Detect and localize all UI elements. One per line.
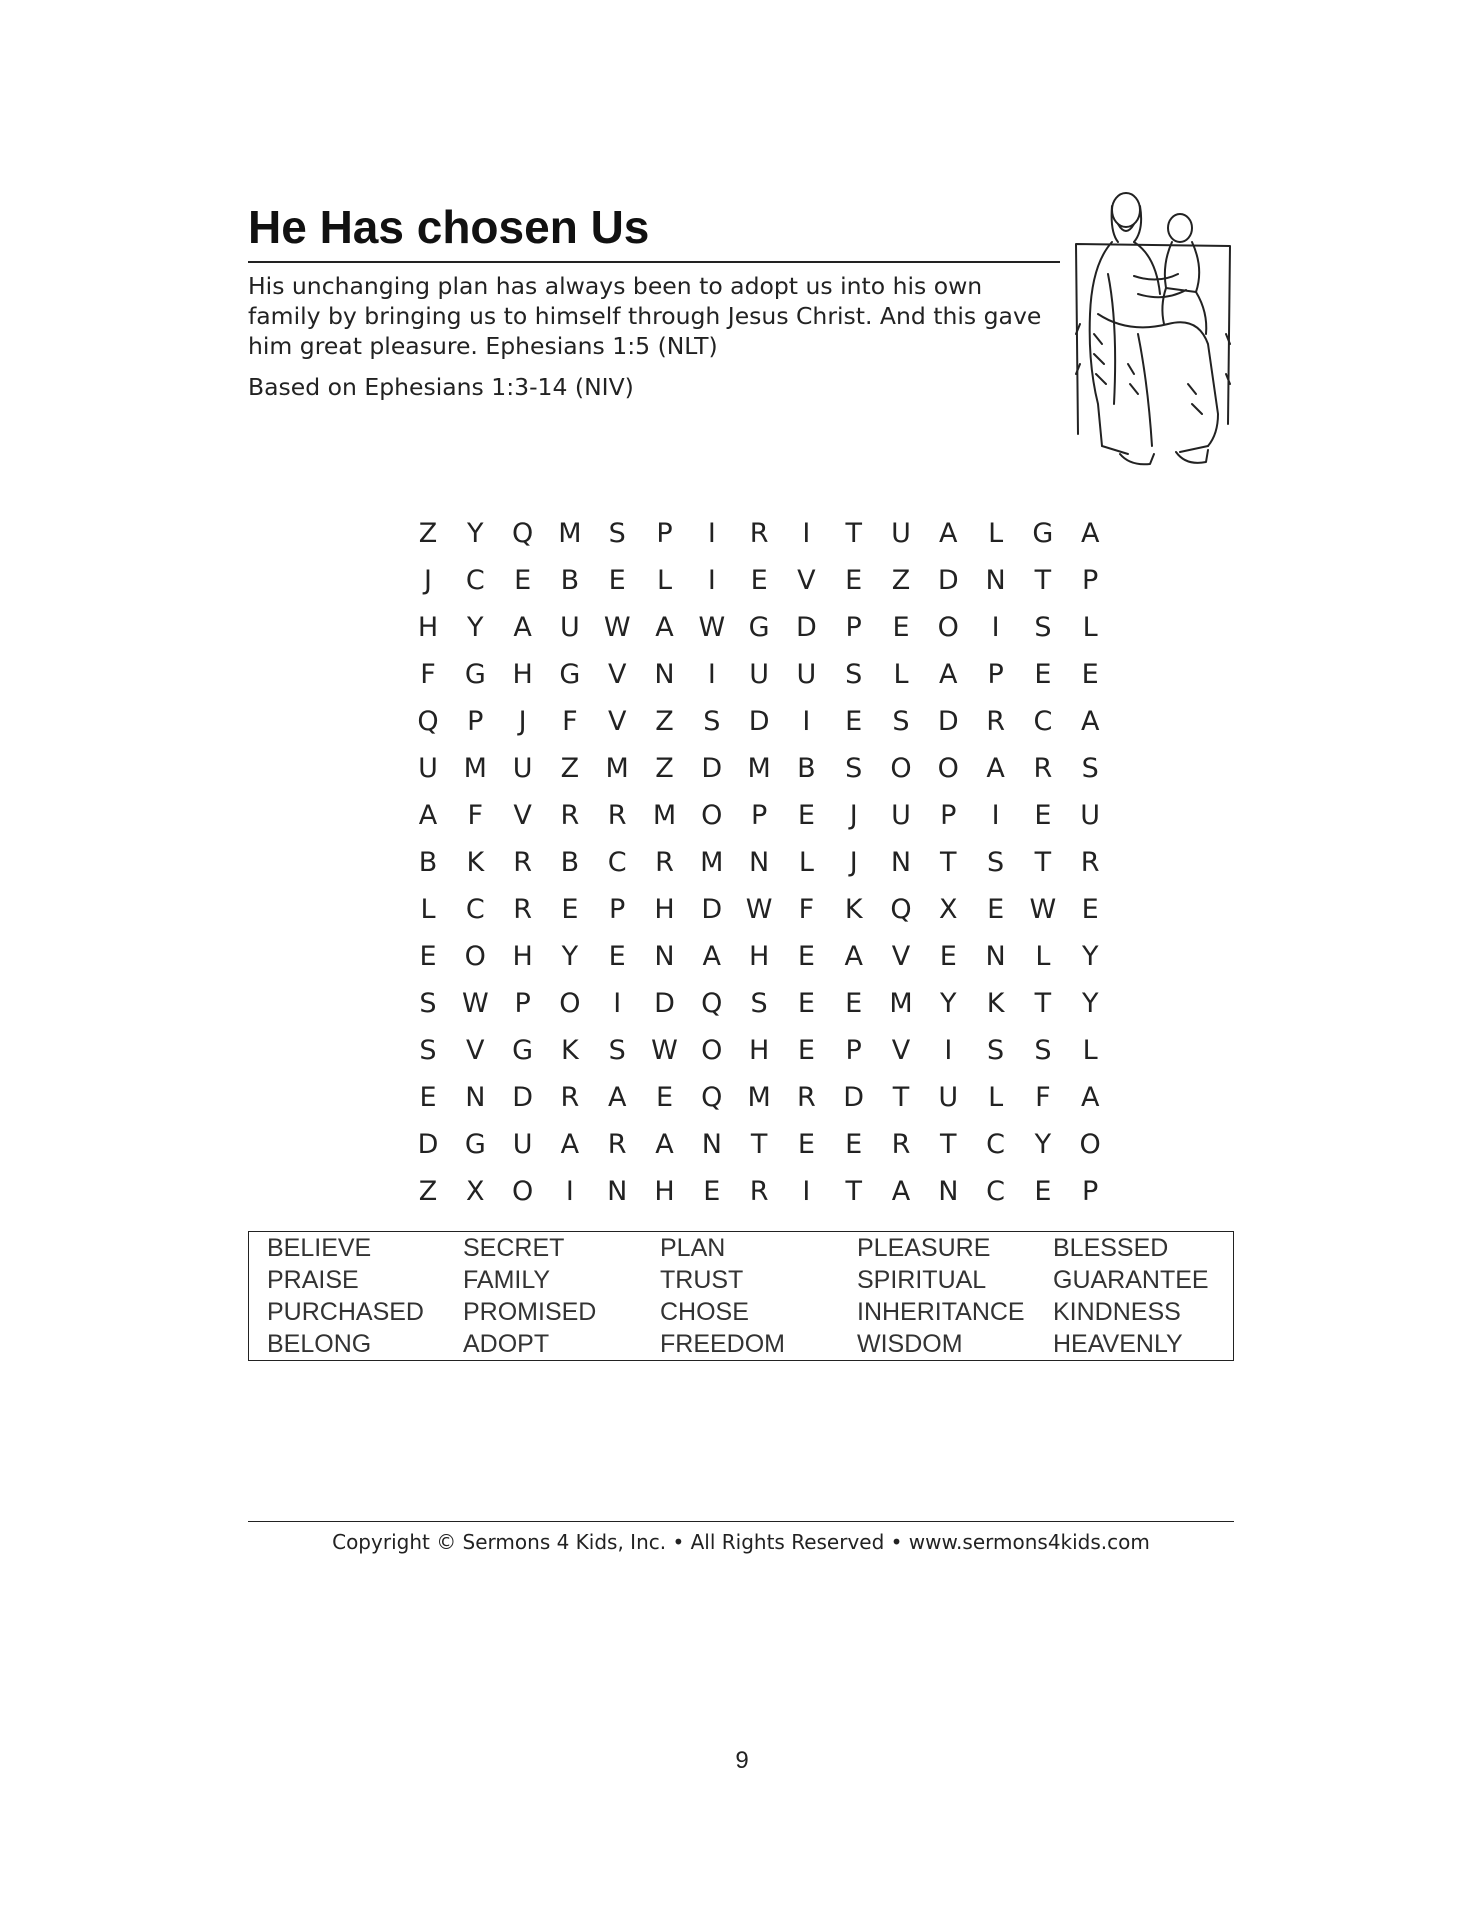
grid-letter: S xyxy=(608,518,626,549)
grid-letter: R xyxy=(513,847,532,878)
grid-letter: U xyxy=(891,518,911,549)
worksheet-title: He Has chosen Us xyxy=(248,201,650,253)
page-number: 9 xyxy=(735,1747,749,1774)
grid-row xyxy=(405,980,1099,1027)
grid-letter: E xyxy=(845,706,863,737)
grid-letter: L xyxy=(656,565,673,596)
word-bank-item: BELONG xyxy=(267,1330,372,1358)
grid-letter: A xyxy=(891,1176,911,1207)
grid-letter: N xyxy=(654,659,675,690)
grid-letter: U xyxy=(512,1129,533,1160)
grid-letter: G xyxy=(464,659,486,690)
word-bank-item: FAMILY xyxy=(463,1266,551,1294)
grid-letter: U xyxy=(938,1082,959,1113)
grid-letter: C xyxy=(607,847,627,878)
grid-letter: E xyxy=(1034,659,1052,690)
grid-letter: P xyxy=(845,612,862,643)
grid-letter: S xyxy=(845,659,863,690)
grid-letter: U xyxy=(512,753,533,784)
grid-letter: R xyxy=(1033,753,1053,784)
grid-letter: I xyxy=(707,518,716,549)
word-bank-item: CHOSE xyxy=(660,1298,749,1326)
grid-letter: T xyxy=(845,518,862,549)
grid-letter: E xyxy=(1034,1176,1052,1207)
grid-row xyxy=(405,1121,1101,1168)
grid-letter: Q xyxy=(701,1082,723,1113)
grid-letter: I xyxy=(802,1176,811,1207)
grid-letter: P xyxy=(656,518,673,549)
grid-letter: E xyxy=(892,612,910,643)
grid-letter: O xyxy=(890,753,912,784)
grid-letter: G xyxy=(512,1035,534,1066)
word-bank-item: SPIRITUAL xyxy=(857,1266,987,1294)
grid-letter: A xyxy=(607,1082,627,1113)
grid-letter: D xyxy=(748,706,770,737)
grid-letter: S xyxy=(987,847,1005,878)
grid-letter: S xyxy=(892,706,910,737)
word-bank xyxy=(248,1231,1234,1361)
grid-letter: R xyxy=(513,894,532,925)
grid-letter: D xyxy=(654,988,675,1019)
grid-letter: H xyxy=(748,1035,770,1066)
grid-letter: R xyxy=(797,1082,816,1113)
word-bank-item: INHERITANCE xyxy=(857,1298,1025,1326)
grid-letter: S xyxy=(703,706,721,737)
grid-letter: S xyxy=(419,988,437,1019)
grid-row xyxy=(405,651,1099,698)
grid-letter: W xyxy=(461,988,489,1019)
grid-letter: I xyxy=(991,800,1000,831)
grid-letter: S xyxy=(987,1035,1005,1066)
grid-row xyxy=(405,886,1099,933)
word-bank-item: BELIEVE xyxy=(267,1234,372,1262)
grid-letter: B xyxy=(560,847,580,878)
grid-letter: K xyxy=(466,847,485,878)
grid-letter: N xyxy=(938,1176,959,1207)
grid-letter: E xyxy=(655,1082,674,1113)
grid-letter: E xyxy=(608,941,626,972)
grid-letter: G xyxy=(1032,518,1054,549)
grid-letter: E xyxy=(419,1082,437,1113)
word-bank-item: KINDNESS xyxy=(1053,1298,1181,1326)
grid-letter: V xyxy=(607,659,627,690)
grid-letter: D xyxy=(512,1082,533,1113)
word-bank-item: PRAISE xyxy=(267,1266,359,1294)
grid-letter: H xyxy=(512,659,533,690)
grid-letter: O xyxy=(559,988,581,1019)
grid-letter: U xyxy=(1080,800,1101,831)
grid-letter: G xyxy=(464,1129,486,1160)
grid-letter: J xyxy=(424,565,432,596)
grid-letter: N xyxy=(607,1176,628,1207)
grid-letter: C xyxy=(1033,706,1053,737)
grid-letter: N xyxy=(748,847,770,878)
grid-letter: I xyxy=(707,659,716,690)
grid-letter: F xyxy=(562,706,578,737)
grid-letter: Y xyxy=(940,988,957,1019)
grid-row xyxy=(405,1074,1100,1121)
word-bank-item: BLESSED xyxy=(1053,1234,1169,1262)
grid-letter: P xyxy=(845,1035,862,1066)
grid-letter: P xyxy=(609,894,626,925)
grid-letter: E xyxy=(419,941,437,972)
grid-letter: W xyxy=(698,612,726,643)
grid-letter: A xyxy=(1080,706,1100,737)
grid-letter: A xyxy=(1080,1082,1100,1113)
grid-letter: Z xyxy=(891,565,911,596)
grid-letter: F xyxy=(420,659,436,690)
grid-letter: O xyxy=(464,941,486,972)
grid-letter: E xyxy=(797,941,815,972)
grid-letter: A xyxy=(560,1129,580,1160)
grid-row xyxy=(405,933,1099,980)
grid-letter: E xyxy=(561,894,579,925)
grid-letter: I xyxy=(802,706,811,737)
grid-letter: X xyxy=(939,894,958,925)
grid-letter: Z xyxy=(655,753,674,784)
grid-letter: T xyxy=(892,1082,910,1113)
grid-letter: R xyxy=(655,847,674,878)
grid-letter: Y xyxy=(1081,941,1099,972)
grid-letter: R xyxy=(891,1129,911,1160)
grid-letter: M xyxy=(747,1082,771,1113)
grid-letter: P xyxy=(1082,565,1099,596)
grid-letter: S xyxy=(1081,753,1099,784)
word-bank-item: WISDOM xyxy=(857,1330,963,1358)
grid-letter: C xyxy=(986,1129,1006,1160)
grid-letter: O xyxy=(701,800,723,831)
grid-letter: S xyxy=(608,1035,626,1066)
footer-divider xyxy=(248,1521,1234,1522)
grid-letter: E xyxy=(797,988,815,1019)
title-divider xyxy=(248,261,1060,263)
scripture-reference: Based on Ephesians 1:3-14 (NIV) xyxy=(248,373,634,401)
grid-letter: X xyxy=(466,1176,485,1207)
grid-letter: T xyxy=(940,1129,957,1160)
grid-letter: P xyxy=(940,800,957,831)
grid-letter: Q xyxy=(890,894,912,925)
grid-letter: I xyxy=(944,1035,953,1066)
grid-row xyxy=(405,604,1098,651)
grid-letter: W xyxy=(1029,894,1057,925)
grid-row xyxy=(405,1027,1098,1074)
grid-letter: T xyxy=(1034,847,1052,878)
grid-letter: T xyxy=(845,1176,862,1207)
word-bank-item: SECRET xyxy=(463,1234,565,1262)
grid-letter: D xyxy=(701,894,723,925)
grid-letter: R xyxy=(749,1176,769,1207)
word-bank-item: PROMISED xyxy=(463,1298,597,1326)
grid-letter: S xyxy=(750,988,768,1019)
grid-letter: V xyxy=(466,1035,485,1066)
grid-letter: D xyxy=(843,1082,865,1113)
grid-letter: P xyxy=(987,659,1004,690)
grid-letter: E xyxy=(939,941,957,972)
grid-letter: S xyxy=(419,1035,437,1066)
grid-letter: K xyxy=(561,1035,579,1066)
grid-letter: N xyxy=(654,941,675,972)
grid-letter: V xyxy=(891,941,911,972)
grid-letter: R xyxy=(560,1082,580,1113)
grid-letter: F xyxy=(467,800,484,831)
grid-letter: C xyxy=(465,894,485,925)
grid-letter: M xyxy=(605,753,629,784)
grid-letter: U xyxy=(796,659,817,690)
grid-letter: D xyxy=(937,565,959,596)
grid-row xyxy=(405,745,1099,792)
grid-row xyxy=(405,510,1100,557)
grid-letter: N xyxy=(985,941,1006,972)
grid-letter: U xyxy=(418,753,438,784)
grid-letter: W xyxy=(745,894,773,925)
grid-letter: Y xyxy=(467,518,484,549)
grid-letter: M xyxy=(463,753,487,784)
grid-letter: P xyxy=(514,988,531,1019)
grid-letter: V xyxy=(513,800,532,831)
grid-letter: L xyxy=(893,659,909,690)
grid-letter: S xyxy=(845,753,863,784)
grid-letter: G xyxy=(559,659,581,690)
grid-letter: R xyxy=(607,800,627,831)
grid-letter: A xyxy=(986,753,1005,784)
grid-letter: E xyxy=(797,800,815,831)
grid-letter: W xyxy=(603,612,631,643)
grid-letter: L xyxy=(798,847,814,878)
grid-letter: J xyxy=(518,706,527,737)
grid-row xyxy=(405,792,1101,839)
grid-letter: H xyxy=(748,941,770,972)
grid-letter: N xyxy=(985,565,1006,596)
grid-letter: I xyxy=(613,988,622,1019)
grid-letter: V xyxy=(797,565,816,596)
grid-letter: E xyxy=(703,1176,721,1207)
grid-letter: O xyxy=(937,612,959,643)
grid-letter: D xyxy=(701,753,723,784)
grid-row xyxy=(405,839,1100,886)
grid-letter: T xyxy=(1034,988,1052,1019)
grid-letter: D xyxy=(417,1129,439,1160)
grid-letter: N xyxy=(465,1082,486,1113)
grid-letter: M xyxy=(700,847,724,878)
word-search-grid xyxy=(405,510,1101,1215)
grid-letter: B xyxy=(560,565,580,596)
word-bank-item: ADOPT xyxy=(463,1330,550,1358)
grid-letter: K xyxy=(844,894,863,925)
grid-letter: H xyxy=(512,941,533,972)
word-bank-item: PLAN xyxy=(660,1234,726,1262)
grid-letter: Y xyxy=(561,941,579,972)
grid-row xyxy=(405,557,1099,604)
grid-letter: A xyxy=(655,1129,674,1160)
grid-letter: L xyxy=(420,894,436,925)
grid-letter: T xyxy=(750,1129,768,1160)
grid-letter: D xyxy=(937,706,959,737)
grid-letter: E xyxy=(845,988,863,1019)
grid-letter: R xyxy=(986,706,1005,737)
jesus-holding-child-illustration-icon xyxy=(1068,184,1238,476)
grid-letter: E xyxy=(750,565,768,596)
grid-letter: Q xyxy=(417,706,439,737)
grid-letter: P xyxy=(750,800,768,831)
grid-letter: E xyxy=(1034,800,1052,831)
grid-letter: Y xyxy=(467,612,484,643)
grid-letter: A xyxy=(939,518,958,549)
grid-letter: P xyxy=(1082,1176,1099,1207)
scripture-verse: His unchanging plan has always been to adopt us into his own family by bringing us to himself through Jesus Christ. And this gave him great pleasure. Ephesians 1:5 (NLT) xyxy=(248,272,1042,360)
grid-letter: E xyxy=(1081,894,1099,925)
grid-letter: F xyxy=(798,894,815,925)
grid-letter: H xyxy=(417,612,439,643)
grid-letter: H xyxy=(654,894,675,925)
grid-letter: M xyxy=(889,988,913,1019)
grid-letter: Q xyxy=(511,518,534,549)
copyright-notice: Copyright © Sermons 4 Kids, Inc. • All Rights Reserved • www.sermons4kids.com xyxy=(332,1530,1150,1554)
grid-letter: K xyxy=(986,988,1005,1019)
grid-letter: W xyxy=(651,1035,678,1066)
grid-letter: Z xyxy=(655,706,674,737)
grid-letter: E xyxy=(845,1129,863,1160)
grid-letter: E xyxy=(608,565,626,596)
grid-letter: A xyxy=(844,941,863,972)
grid-letter: Q xyxy=(701,988,723,1019)
grid-letter: J xyxy=(849,800,858,831)
grid-letter: Z xyxy=(560,753,580,784)
grid-letter: I xyxy=(565,1176,574,1207)
grid-letter: V xyxy=(891,1035,911,1066)
grid-letter: L xyxy=(1035,941,1051,972)
grid-letter: S xyxy=(1034,1035,1052,1066)
grid-letter: A xyxy=(655,612,674,643)
grid-letter: E xyxy=(845,565,863,596)
grid-letter: E xyxy=(514,565,532,596)
grid-letter: N xyxy=(890,847,912,878)
grid-letter: Z xyxy=(418,518,438,549)
grid-letter: M xyxy=(747,753,771,784)
grid-letter: J xyxy=(849,847,858,878)
grid-letter: O xyxy=(511,1176,534,1207)
grid-letter: A xyxy=(939,659,958,690)
grid-letter: E xyxy=(797,1129,815,1160)
grid-letter: H xyxy=(654,1176,675,1207)
grid-letter: F xyxy=(1035,1082,1051,1113)
word-bank-item: FREEDOM xyxy=(660,1330,785,1358)
grid-letter: R xyxy=(749,518,769,549)
grid-letter: A xyxy=(418,800,438,831)
grid-letter: A xyxy=(1080,518,1100,549)
word-bank-item: PLEASURE xyxy=(857,1234,991,1262)
grid-letter: D xyxy=(795,612,817,643)
grid-letter: V xyxy=(607,706,627,737)
grid-letter: U xyxy=(560,612,580,643)
grid-letter: Y xyxy=(1081,988,1099,1019)
grid-letter: E xyxy=(987,894,1005,925)
grid-letter: I xyxy=(707,565,716,596)
grid-letter: O xyxy=(937,753,959,784)
word-bank-item: PURCHASED xyxy=(267,1298,424,1326)
grid-letter: N xyxy=(701,1129,722,1160)
grid-letter: A xyxy=(702,941,722,972)
grid-letter: M xyxy=(652,800,677,831)
grid-letter: I xyxy=(991,612,1000,643)
grid-letter: R xyxy=(560,800,580,831)
grid-letter: T xyxy=(1034,565,1052,596)
grid-letter: O xyxy=(701,1035,723,1066)
grid-row xyxy=(405,1168,1099,1215)
grid-letter: T xyxy=(940,847,957,878)
grid-letter: U xyxy=(891,800,911,831)
grid-letter: C xyxy=(986,1176,1006,1207)
grid-letter: G xyxy=(748,612,770,643)
grid-letter: S xyxy=(1034,612,1052,643)
word-bank-item: HEAVENLY xyxy=(1053,1330,1183,1358)
grid-letter: B xyxy=(418,847,438,878)
grid-letter: A xyxy=(513,612,532,643)
grid-letter: L xyxy=(1082,612,1098,643)
word-bank-item: GUARANTEE xyxy=(1053,1266,1209,1294)
grid-letter: L xyxy=(1082,1035,1098,1066)
grid-letter: B xyxy=(797,753,816,784)
grid-letter: E xyxy=(797,1035,815,1066)
grid-letter: O xyxy=(1079,1129,1101,1160)
grid-letter: Y xyxy=(1034,1129,1052,1160)
grid-letter: E xyxy=(1081,659,1099,690)
grid-letter: I xyxy=(802,518,811,549)
grid-letter: L xyxy=(988,1082,1004,1113)
grid-letter: R xyxy=(1080,847,1100,878)
grid-letter: M xyxy=(558,518,582,549)
grid-letter: P xyxy=(467,706,484,737)
grid-row xyxy=(405,698,1100,745)
grid-letter: U xyxy=(749,659,769,690)
grid-letter: L xyxy=(988,518,1004,549)
word-bank-item: TRUST xyxy=(660,1266,744,1294)
grid-letter: Z xyxy=(418,1176,438,1207)
grid-letter: C xyxy=(465,565,485,596)
grid-letter: R xyxy=(607,1129,627,1160)
